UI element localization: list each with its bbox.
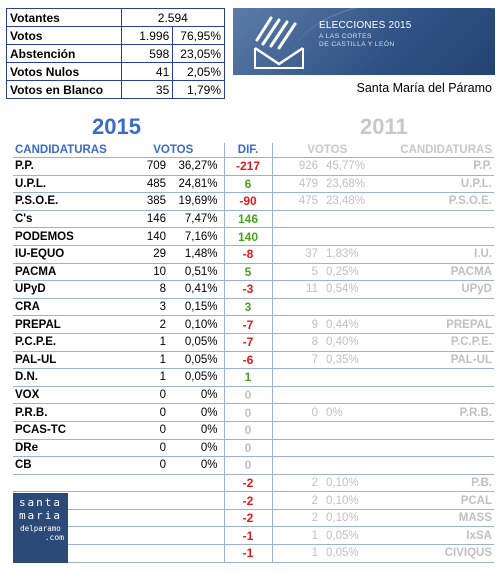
votes-2015: 485 [123,175,168,193]
table-row [13,158,494,176]
candidate-2015: IU-EQUO [13,245,123,263]
votes-2011: 0 [272,404,320,422]
votes-2015: 146 [123,210,168,228]
table-row [13,351,494,369]
difference: -1 [224,545,272,563]
percent-2011: 0,05% [320,545,382,563]
votes-2011: 8 [272,333,320,351]
difference: 140 [224,228,272,246]
percent-2015: 19,69% [168,193,224,211]
summary-percent: 2,05% [173,63,225,81]
table-row [13,509,494,527]
header-dif: DIF. [224,143,272,158]
percent-2015 [168,527,224,545]
votes-2015: 29 [123,245,168,263]
percent-2015 [168,492,224,510]
candidate-2011 [382,421,494,439]
percent-2011 [320,210,382,228]
table-row [13,245,494,263]
votes-2011 [272,439,320,457]
summary-value: 41 [121,63,173,81]
votes-2011 [272,210,320,228]
percent-2011: 23,48% [320,193,382,211]
table-row [13,527,494,545]
table-row [13,369,494,387]
table-row [13,386,494,404]
percent-2011: 0,40% [320,333,382,351]
table-row [13,421,494,439]
table-row [13,193,494,211]
header-votos-2011: VOTOS [272,143,382,158]
votes-2011: 37 [272,245,320,263]
votes-2015: 709 [123,158,168,176]
table-row [13,316,494,334]
percent-2011: 0,10% [320,492,382,510]
difference: -217 [224,158,272,176]
votes-2011: 2 [272,509,320,527]
candidate-2011: P.R.B. [382,404,494,422]
table-row [13,281,494,299]
candidate-2011 [382,298,494,316]
candidate-2015: C's [13,210,123,228]
table-row [13,228,494,246]
header-votos-2015: VOTOS [123,143,224,158]
votes-2011: 11 [272,281,320,299]
candidate-2011 [382,210,494,228]
votes-2015: 3 [123,298,168,316]
candidate-2011: UPyD [382,281,494,299]
percent-2015: 7,47% [168,210,224,228]
candidate-2015: P.C.P.E. [13,333,123,351]
candidate-2011: P.B. [382,474,494,492]
percent-2015: 0,10% [168,316,224,334]
elections-banner [233,8,495,75]
summary-label: Votos en Blanco [7,81,122,99]
table-row [13,333,494,351]
candidate-2015: UPyD [13,281,123,299]
santamaria-logo: santa maria delparamo .com [13,493,68,563]
summary-row [7,45,225,63]
percent-2011: 0% [320,404,382,422]
candidate-2015: P.P. [13,158,123,176]
votes-2015: 8 [123,281,168,299]
results-header-row [13,143,494,158]
votes-2015: 1 [123,351,168,369]
votes-2015 [123,509,168,527]
results-table [13,143,494,563]
candidate-2011: U.P.L. [382,175,494,193]
candidate-2015: P.R.B. [13,404,123,422]
votes-2015 [123,527,168,545]
percent-2015 [168,509,224,527]
difference: -1 [224,527,272,545]
votes-2011 [272,386,320,404]
percent-2011 [320,298,382,316]
candidate-2011: IxSA [382,527,494,545]
candidate-2015: DRe [13,439,123,457]
candidate-2011: PACMA [382,263,494,281]
votes-2011: 2 [272,474,320,492]
votes-2011 [272,421,320,439]
votes-2011: 926 [272,158,320,176]
table-row [13,298,494,316]
summary-label: Votos [7,27,122,45]
votes-2015: 140 [123,228,168,246]
candidate-2015: P.S.O.E. [13,193,123,211]
percent-2011: 0,25% [320,263,382,281]
votes-2015: 10 [123,263,168,281]
percent-2011 [320,421,382,439]
difference: -2 [224,509,272,527]
summary-label: Abstención [7,45,122,63]
difference: -8 [224,245,272,263]
percent-2015 [168,545,224,563]
town-name: Santa María del Páramo [356,81,492,95]
votes-2011: 5 [272,263,320,281]
votes-2015 [123,492,168,510]
percent-2015: 0% [168,404,224,422]
percent-2015 [168,474,224,492]
difference: -2 [224,474,272,492]
summary-label: Votantes [7,9,122,27]
year-previous: 2011 [360,114,408,139]
summary-percent: 1,79% [173,81,225,99]
percent-2011 [320,386,382,404]
votes-2011 [272,457,320,475]
votes-2015: 0 [123,404,168,422]
percent-2011: 0,05% [320,527,382,545]
percent-2015: 0,05% [168,333,224,351]
candidate-2011 [382,386,494,404]
summary-value: 1.996 [121,27,173,45]
percent-2015: 7,16% [168,228,224,246]
table-row [13,263,494,281]
percent-2015: 24,81% [168,175,224,193]
difference: -7 [224,333,272,351]
summary-label: Votos Nulos [7,63,122,81]
percent-2015: 0,15% [168,298,224,316]
difference: 0 [224,457,272,475]
votes-2015: 0 [123,439,168,457]
table-row [13,404,494,422]
ballot-envelope-icon [249,14,309,70]
votes-2015: 0 [123,421,168,439]
candidate-2015: PREPAL [13,316,123,334]
difference: -90 [224,193,272,211]
summary-row [7,9,225,27]
table-row [13,439,494,457]
candidate-2015: D.N. [13,369,123,387]
percent-2015: 0% [168,421,224,439]
difference: 0 [224,386,272,404]
banner-subtitle-1: A LAS CORTES [319,33,372,40]
votes-2011: 475 [272,193,320,211]
candidate-2011: MASS [382,509,494,527]
candidate-2015: PCAS-TC [13,421,123,439]
candidate-2011: PAL-UL [382,351,494,369]
table-row [13,474,494,492]
votes-2011: 7 [272,351,320,369]
candidate-2011: P.S.O.E. [382,193,494,211]
table-row [13,545,494,563]
percent-2011 [320,457,382,475]
percent-2011: 0,54% [320,281,382,299]
percent-2011: 0,10% [320,509,382,527]
votes-2015: 0 [123,457,168,475]
candidate-2011 [382,439,494,457]
year-current: 2015 [92,114,141,139]
percent-2015: 36,27% [168,158,224,176]
banner-subtitle-2: DE CASTILLA Y LEÓN [319,41,395,48]
candidate-2015: U.P.L. [13,175,123,193]
difference: 6 [224,175,272,193]
summary-table [6,8,225,99]
votes-2011 [272,298,320,316]
candidate-2011: PREPAL [382,316,494,334]
percent-2011: 0,35% [320,351,382,369]
difference: 0 [224,404,272,422]
candidate-2015 [13,474,123,492]
banner-title: ELECCIONES 2015 [319,20,412,31]
difference: -2 [224,492,272,510]
candidate-2015: PODEMOS [13,228,123,246]
summary-row [7,63,225,81]
votes-2015 [123,545,168,563]
difference: 3 [224,298,272,316]
difference: 1 [224,369,272,387]
candidate-2015: CB [13,457,123,475]
difference: -6 [224,351,272,369]
votes-2011: 1 [272,545,320,563]
percent-2011: 23,68% [320,175,382,193]
percent-2015: 0% [168,386,224,404]
votes-2015: 1 [123,333,168,351]
percent-2015: 0,05% [168,351,224,369]
votes-2011 [272,228,320,246]
votes-2015: 2 [123,316,168,334]
percent-2015: 1,48% [168,245,224,263]
candidate-2011: PCAL [382,492,494,510]
votes-2011: 2 [272,492,320,510]
difference: 146 [224,210,272,228]
header-candidaturas-2015: CANDIDATURAS [13,143,123,158]
percent-2015: 0,41% [168,281,224,299]
candidate-2011: CIVIQUS [382,545,494,563]
percent-2011: 45,77% [320,158,382,176]
summary-percent: 23,05% [173,45,225,63]
candidate-2015: PACMA [13,263,123,281]
votes-2015: 0 [123,386,168,404]
percent-2011 [320,439,382,457]
percent-2015: 0,51% [168,263,224,281]
difference: 5 [224,263,272,281]
votes-2011: 1 [272,527,320,545]
votes-2011: 9 [272,316,320,334]
percent-2011: 0,44% [320,316,382,334]
summary-row [7,81,225,99]
percent-2011 [320,369,382,387]
candidate-2011 [382,369,494,387]
difference: -7 [224,316,272,334]
difference: 0 [224,439,272,457]
candidate-2011: P.P. [382,158,494,176]
candidate-2011 [382,457,494,475]
votes-2015: 1 [123,369,168,387]
percent-2015: 0% [168,457,224,475]
difference: 0 [224,421,272,439]
percent-2011: 0,10% [320,474,382,492]
votes-2015: 385 [123,193,168,211]
candidate-2011: P.C.P.E. [382,333,494,351]
table-row [13,175,494,193]
summary-percent: 76,95% [173,27,225,45]
summary-value: 35 [121,81,173,99]
percent-2015: 0% [168,439,224,457]
table-row [13,492,494,510]
percent-2015: 0,05% [168,369,224,387]
summary-value: 2.594 [121,9,224,27]
table-row [13,457,494,475]
percent-2011 [320,228,382,246]
votes-2015 [123,474,168,492]
votes-2011: 479 [272,175,320,193]
candidate-2015: VOX [13,386,123,404]
difference: -3 [224,281,272,299]
candidate-2011 [382,228,494,246]
header-candidaturas-2011: CANDIDATURAS [382,143,494,158]
table-row [13,210,494,228]
candidate-2011: I.U. [382,245,494,263]
percent-2011: 1,83% [320,245,382,263]
candidate-2015: CRA [13,298,123,316]
votes-2011 [272,369,320,387]
candidate-2015: PAL-UL [13,351,123,369]
summary-row [7,27,225,45]
summary-value: 598 [121,45,173,63]
